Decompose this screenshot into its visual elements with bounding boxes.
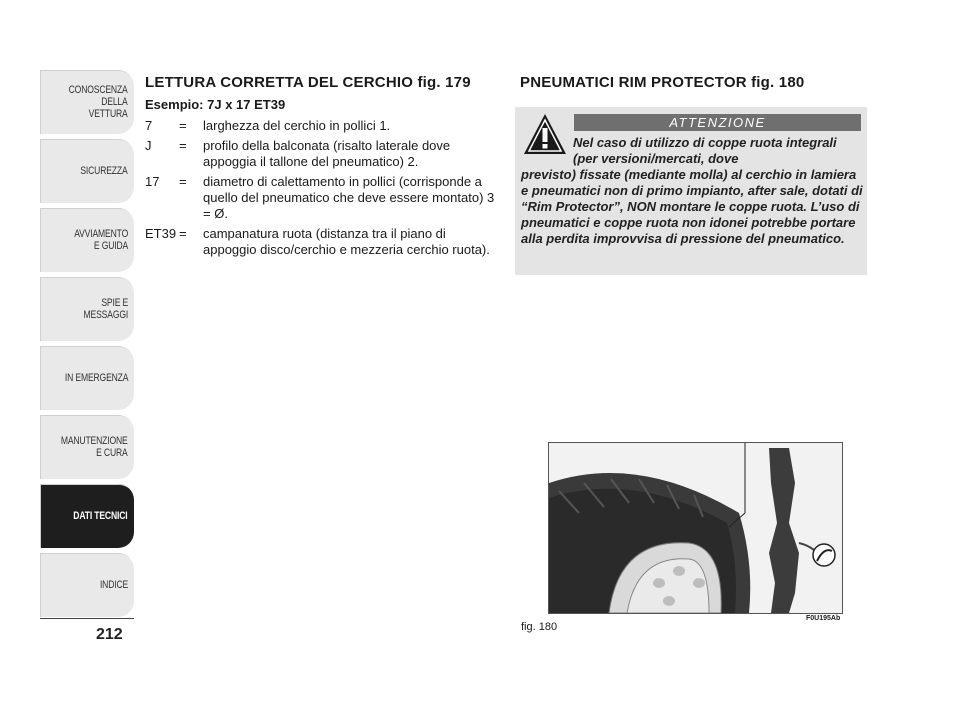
definition-sep: = <box>179 174 187 189</box>
tab-indice[interactable] <box>40 553 134 617</box>
definition-key: ET39 <box>145 226 177 241</box>
tab-label: SICUREZZA <box>80 165 128 177</box>
tab-label: DATI TECNICI <box>73 510 128 522</box>
definition-item <box>145 138 495 170</box>
definition-key: 7 <box>145 118 153 133</box>
tab-label: IN EMERGENZA <box>64 372 128 384</box>
section-title: LETTURA CORRETTA DEL CERCHIO fig. 179 <box>145 74 471 91</box>
definition-sep: = <box>179 118 187 133</box>
warning-text-first: Nel caso di utilizzo di coppe ruota integrali (per versioni/mercati, dove <box>573 135 837 166</box>
definition-text: profilo della balconata (risalto laterale dove appoggia il tallone del pneumatico) 2. <box>203 138 451 169</box>
example-line: Esempio: 7J x 17 ET39 <box>145 97 286 112</box>
definition-item <box>145 174 495 222</box>
tire-illustration <box>548 442 843 614</box>
rim-reading-section <box>145 74 495 262</box>
definition-item <box>145 226 495 258</box>
section-title: PNEUMATICI RIM PROTECTOR fig. 180 <box>520 74 805 91</box>
tab-spie-e-messaggi[interactable] <box>40 277 134 341</box>
tab-conoscenza-della-vettura[interactable] <box>40 70 134 134</box>
warning-text-rest: previsto) fissate (mediante molla) al cerchio in lamiera e pneumatici non di primo impianto, after sale, dotati di “Rim Protector”, NON montare le coppe ruota. L’uso di pneumatici e coppe ruota non idonei potrebbe portare alla perdita improvvisa di pressione del pneumatico. <box>521 167 863 246</box>
tab-label: CONOSCENZA DELLA VETTURA <box>69 84 128 120</box>
definition-sep: = <box>179 138 187 153</box>
definition-text: campanatura ruota (distanza tra il piano di appoggio disco/cerchio e mezzeria cerchio ruota). <box>203 226 490 257</box>
definition-text: larghezza del cerchio in pollici 1. <box>203 118 391 133</box>
rim-protector-section <box>520 74 870 97</box>
divider <box>40 618 134 619</box>
tab-sicurezza[interactable] <box>40 139 134 203</box>
tab-label: INDICE <box>99 579 128 591</box>
warning-label: ATTENZIONE <box>574 114 861 131</box>
definition-text: diametro di calettamento in pollici (corrisponde a quello del pneumatico che deve essere montato) 3 = Ø. <box>203 174 495 221</box>
definition-list <box>145 118 495 258</box>
page-number: 212 <box>96 626 123 643</box>
figure-code: F0U195Ab <box>806 615 841 622</box>
definition-sep: = <box>179 226 187 241</box>
figure-caption: fig. 180 <box>521 621 558 633</box>
tab-label: AVVIAMENTO E GUIDA <box>74 228 128 252</box>
tab-manutenzione-e-cura[interactable] <box>40 415 134 479</box>
definition-key: 17 <box>145 174 160 189</box>
tab-in-emergenza[interactable] <box>40 346 134 410</box>
tab-label: MANUTENZIONE E CURA <box>61 435 128 459</box>
tab-label: SPIE E MESSAGGI <box>83 297 128 321</box>
warning-text <box>521 135 863 247</box>
definition-key: J <box>145 138 152 153</box>
definition-item <box>145 118 495 134</box>
tab-dati-tecnici[interactable] <box>40 484 134 548</box>
tab-avviamento-e-guida[interactable] <box>40 208 134 272</box>
chapter-tabs <box>40 70 134 622</box>
